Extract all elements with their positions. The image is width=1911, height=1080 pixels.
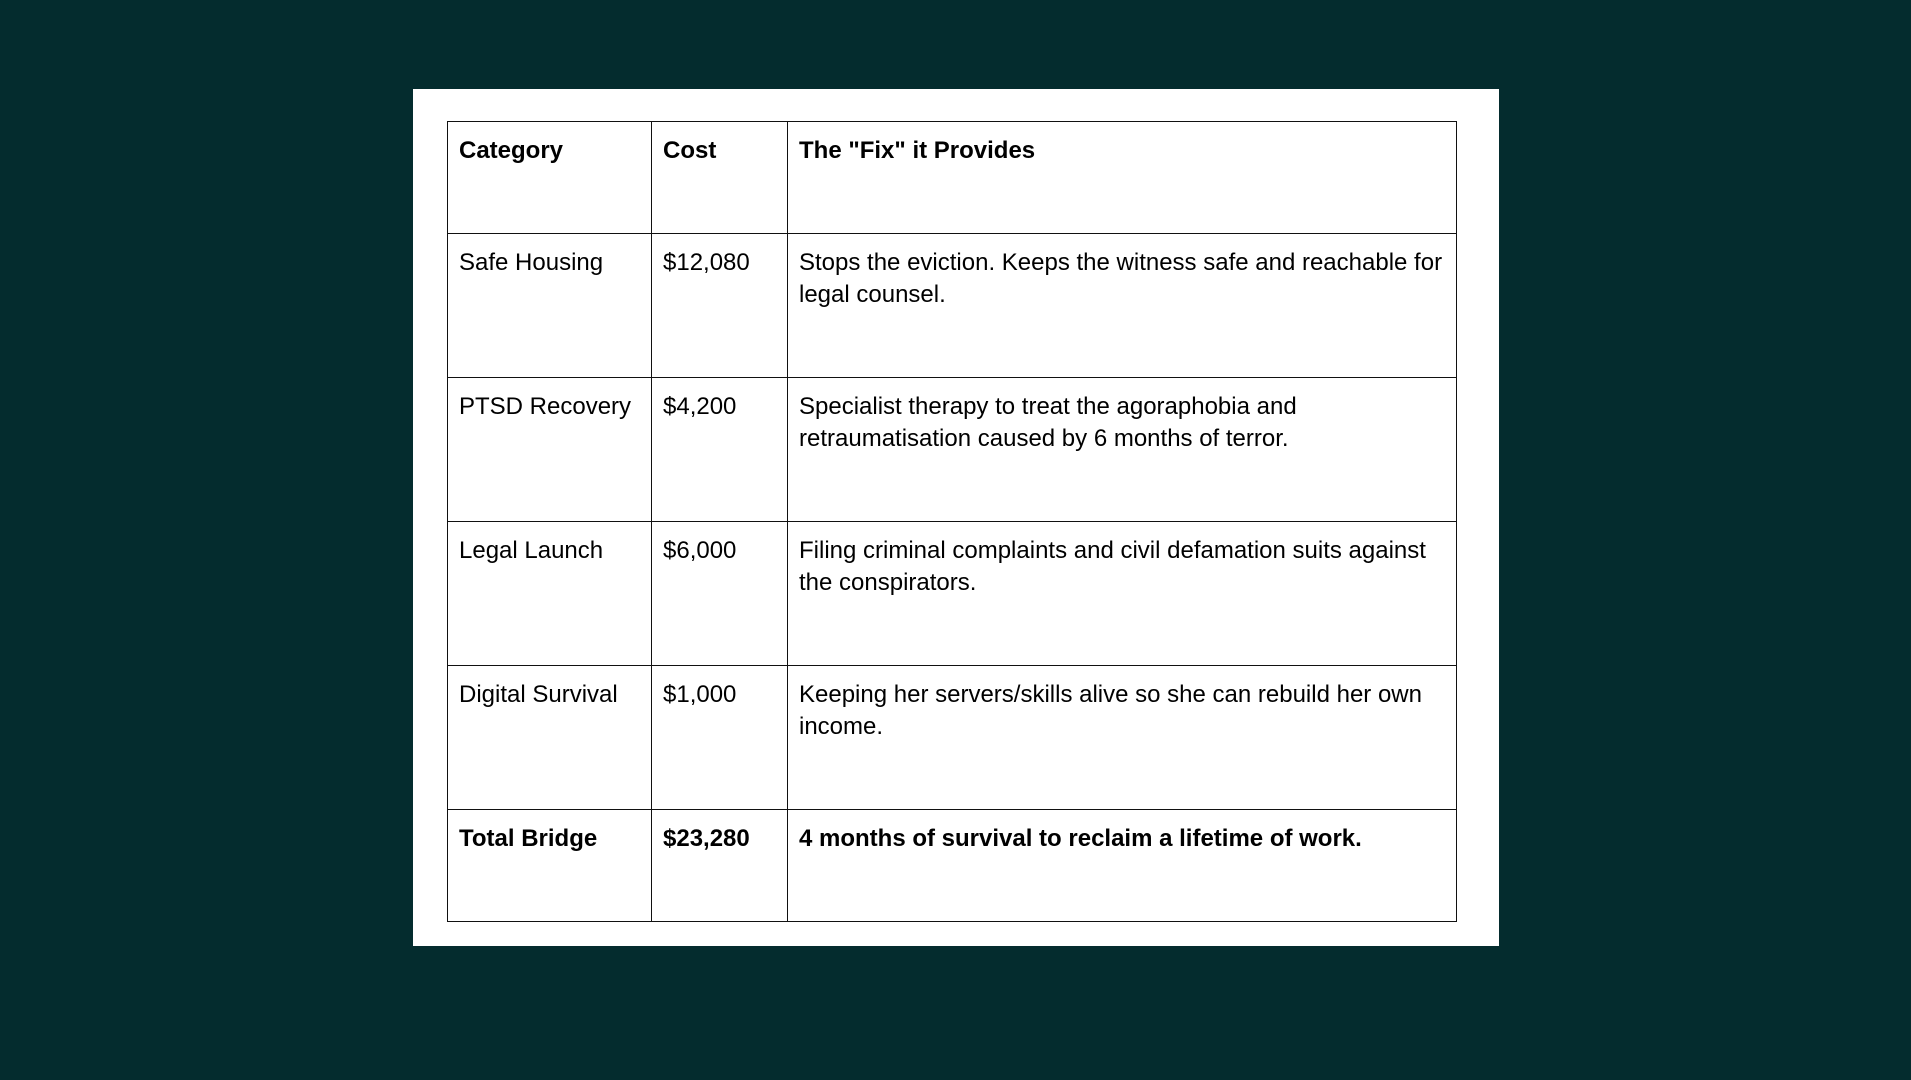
total-cost: $23,280 — [652, 810, 788, 922]
header-cost: Cost — [652, 122, 788, 234]
cell-fix: Keeping her servers/skills alive so she can rebuild her own income. — [788, 666, 1457, 810]
cell-category: Safe Housing — [448, 234, 652, 378]
table-total-row — [448, 810, 1457, 922]
header-fix: The "Fix" it Provides — [788, 122, 1457, 234]
total-category: Total Bridge — [448, 810, 652, 922]
cell-cost: $4,200 — [652, 378, 788, 522]
cell-category: Digital Survival — [448, 666, 652, 810]
cell-cost: $12,080 — [652, 234, 788, 378]
cell-fix: Stops the eviction. Keeps the witness safe and reachable for legal counsel. — [788, 234, 1457, 378]
document-card — [413, 89, 1499, 946]
budget-table — [447, 121, 1457, 922]
cell-category: Legal Launch — [448, 522, 652, 666]
cell-fix: Specialist therapy to treat the agoraphobia and retraumatisation caused by 6 months of terror. — [788, 378, 1457, 522]
table-row — [448, 666, 1457, 810]
cell-cost: $1,000 — [652, 666, 788, 810]
total-fix: 4 months of survival to reclaim a lifetime of work. — [788, 810, 1457, 922]
cell-fix: Filing criminal complaints and civil defamation suits against the conspirators. — [788, 522, 1457, 666]
table-row — [448, 522, 1457, 666]
cell-category: PTSD Recovery — [448, 378, 652, 522]
table-row — [448, 378, 1457, 522]
table-row — [448, 234, 1457, 378]
cell-cost: $6,000 — [652, 522, 788, 666]
header-category: Category — [448, 122, 652, 234]
table-header-row — [448, 122, 1457, 234]
